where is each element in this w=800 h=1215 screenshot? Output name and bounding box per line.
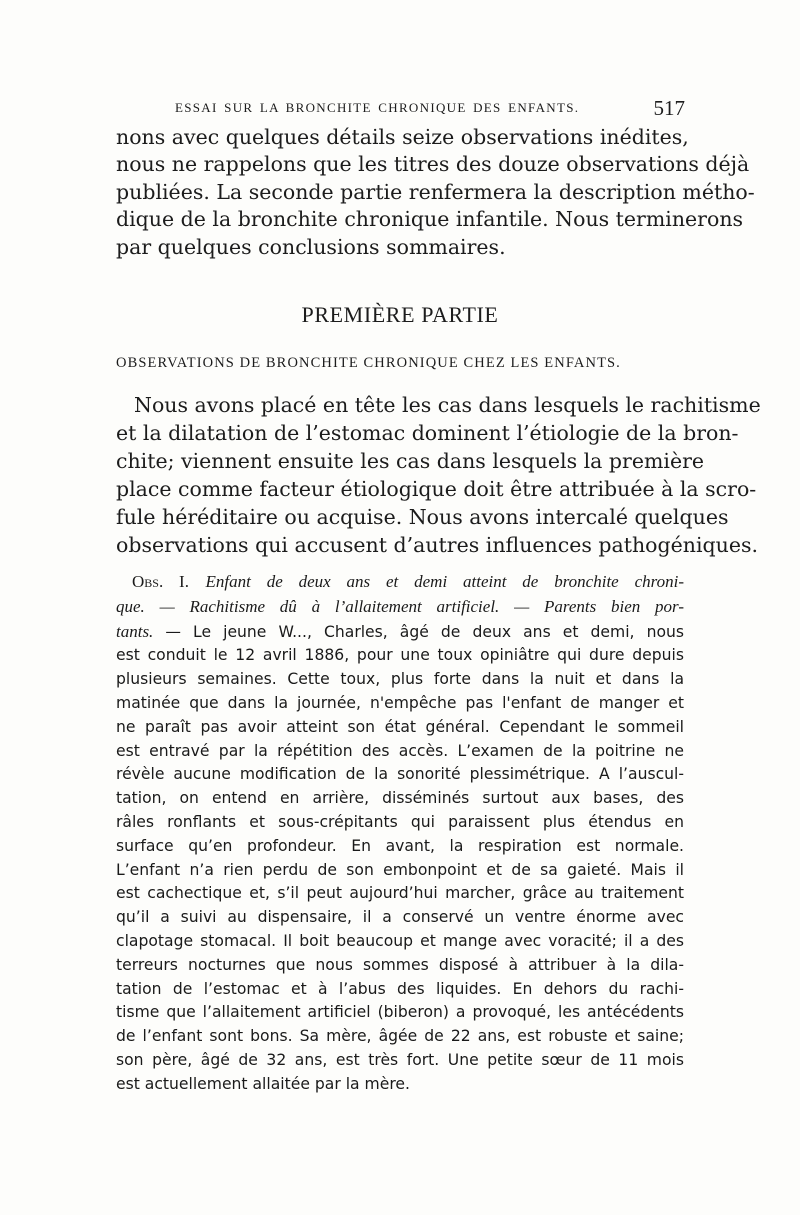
text-line: nous ne rappelons que les titres des douze observations déjà [116, 152, 750, 177]
text-line: fule héréditaire ou acquise. Nous avons intercalé quelques [116, 505, 729, 529]
text-line: râles ronflants et sous-crépitants qui paraissent plus étendus en [116, 812, 684, 831]
observation-title-line [116, 595, 684, 620]
text-line: et la dilatation de l’estomac dominent l’étiologie de la bron- [116, 421, 739, 445]
text-line: ne paraît pas avoir atteint son état général. Cependant le sommeil [116, 717, 684, 736]
observation-title-line [116, 570, 684, 595]
text-line: est actuellement allaitée par la mère. [116, 1074, 410, 1093]
text-line: Nous avons placé en tête les cas dans lesquels le rachitisme [134, 393, 761, 417]
text-line: terreurs nocturnes que nous sommes disposé à attribuer à la dila- [116, 955, 684, 974]
text-line: surface qu’en profondeur. En avant, la respiration est normale. [116, 836, 684, 855]
running-title: ESSAI SUR LA BRONCHITE CHRONIQUE DES ENFANTS. [175, 100, 580, 115]
text-line: qu’il a suivi au dispensaire, il a conservé un ventre énorme avec [116, 908, 684, 927]
intro-paragraph [116, 124, 755, 261]
running-header [175, 96, 685, 122]
text-line: matinée que dans la journée, n'empêche pas l'enfant de manger et [116, 693, 684, 712]
observation-block [116, 570, 684, 1097]
observation-label: Obs. I. [132, 572, 189, 591]
text-line: révèle aucune modification de la sonorité plessimétrique. A l’auscul- [116, 765, 684, 784]
part-heading: PREMIÈRE PARTIE [301, 302, 499, 327]
page-number: 517 [653, 96, 685, 120]
text-line: est entravé par la répétition des accès. L’examen de la poitrine ne [116, 741, 684, 760]
text-line: tation, on entend en arrière, disséminés surtout aux bases, des [116, 789, 684, 808]
observation-title-part: Enfant de deux ans et demi atteint de bronchite chroni- [205, 572, 684, 591]
section-heading: OBSERVATIONS DE BRONCHITE CHRONIQUE CHEZ LES ENFANTS. [116, 355, 621, 371]
text-line: place comme facteur étiologique doit être attribuée à la scro- [116, 477, 757, 501]
observation-title-line [116, 620, 684, 645]
observation-title-part: que. — Rachitisme dû à l’allaitement artificiel. — Parents bien por- [116, 596, 684, 616]
text-line: est cachectique et, s’il peut aujourd’hui marcher, grâce au traitement [116, 884, 684, 903]
text-line: tation de l’estomac et à l’abus des liquides. En dehors du rachi- [116, 979, 684, 998]
text-line: par quelques conclusions sommaires. [116, 234, 506, 259]
text-line: observations qui accusent d’autres influences pathogéniques. [116, 533, 759, 557]
text-line: est conduit le 12 avril 1886, pour une toux opiniâtre qui dure depuis [116, 646, 684, 665]
text-line: publiées. La seconde partie renfermera la description métho- [116, 179, 755, 204]
text-line: plusieurs semaines. Cette toux, plus forte dans la nuit et dans la [116, 670, 684, 689]
text-line: dique de la bronchite chronique infantile. Nous terminerons [116, 207, 744, 232]
body-paragraph [116, 391, 761, 559]
text-line: tisme que l’allaitement artificiel (biberon) a provoqué, les antécédents [116, 1003, 684, 1022]
observation-text: — Le jeune W..., Charles, âgé de deux ans et demi, nous [165, 622, 684, 641]
text-line: son père, âgé de 32 ans, est très fort. Une petite sœur de 11 mois [116, 1050, 684, 1069]
text-line: chite; viennent ensuite les cas dans lesquels la première [116, 449, 705, 473]
text-line: L’enfant n’a rien perdu de son embonpoint et de sa gaieté. Mais il [116, 860, 684, 879]
observation-title-part: tants. [116, 621, 154, 641]
text-line: clapotage stomacal. Il boit beaucoup et mange avec voracité; il a des [116, 931, 684, 950]
text-line: nons avec quelques détails seize observations inédites, [116, 125, 689, 149]
text-line: de l’enfant sont bons. Sa mère, âgée de 22 ans, est robuste et saine; [116, 1027, 684, 1046]
